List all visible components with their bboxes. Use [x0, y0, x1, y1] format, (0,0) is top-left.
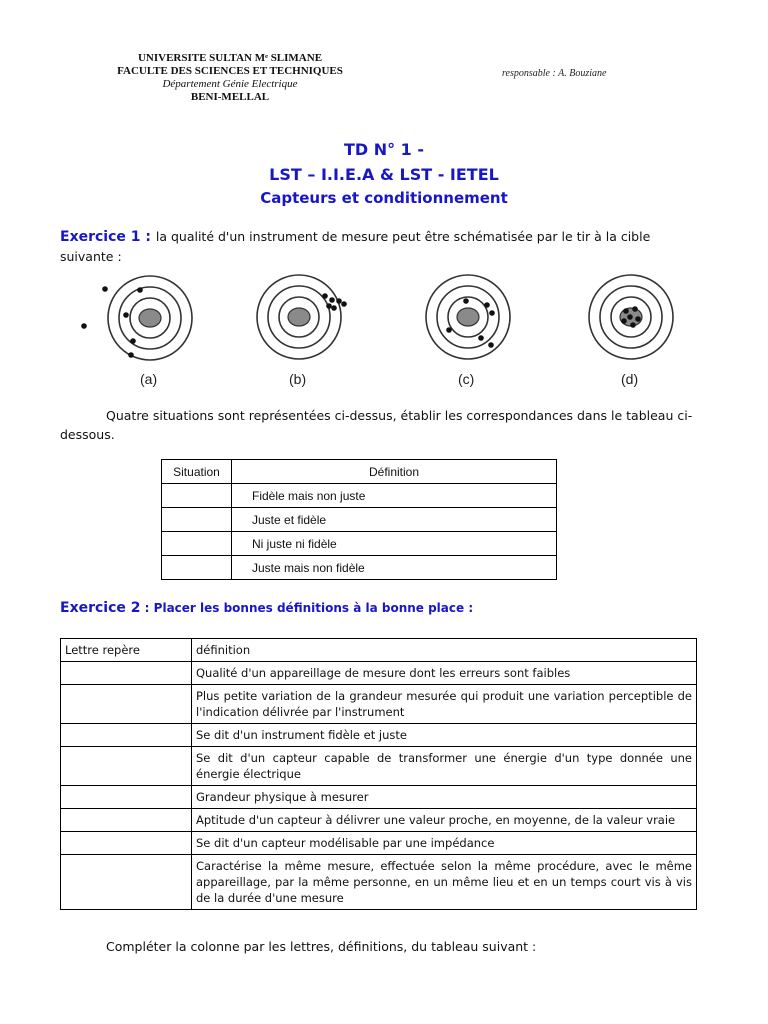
td-title: TD N° 1 -: [343, 140, 425, 159]
letter-cell[interactable]: [61, 747, 192, 786]
closing-instruction: Compléter la colonne par les lettres, définitions, du tableau suivant :: [106, 939, 537, 954]
target-a: [81, 276, 192, 360]
exercise1-statement: [60, 227, 700, 266]
definition-cell: Juste et fidèle: [232, 508, 557, 532]
exercise2-text: : Placer les bonnes définitions à la bonne place :: [140, 601, 474, 615]
table-row: [61, 724, 697, 747]
definition-cell: Plus petite variation de la grandeur mesurée qui produit une variation perceptible de l'indication délivrée par l'instrument: [192, 685, 697, 724]
definitions-table: [60, 638, 697, 910]
institution-header: [90, 52, 370, 104]
target-label-a: (a): [140, 371, 158, 387]
table-row: [61, 786, 697, 809]
department-name: Département Génie Electrique: [162, 78, 298, 90]
table-row: [61, 832, 697, 855]
table-header-row: [61, 639, 697, 662]
table-row: [61, 855, 697, 910]
letter-cell[interactable]: [61, 724, 192, 747]
target-b: [257, 275, 347, 359]
table-row: [162, 556, 557, 580]
table-header-row: [162, 460, 557, 484]
situation-cell[interactable]: [162, 508, 232, 532]
target-label-c: (c): [458, 371, 475, 387]
definition-cell: Ni juste ni fidèle: [232, 532, 557, 556]
definition-cell: Juste mais non fidèle: [232, 556, 557, 580]
header-situation: Situation: [162, 460, 232, 484]
city-name: BENI-MELLAL: [190, 91, 270, 103]
letter-cell[interactable]: [61, 809, 192, 832]
target-d: [589, 275, 673, 359]
header-definition: Définition: [232, 460, 557, 484]
university-name: UNIVERSITE SULTAN Mᵉ SLIMANE: [137, 52, 323, 64]
target-label-b: (b): [289, 371, 307, 387]
exercise2-label: Exercice 2: [60, 600, 141, 616]
course-title: Capteurs et conditionnement: [260, 189, 508, 207]
letter-cell[interactable]: [61, 832, 192, 855]
definition-cell: Grandeur physique à mesurer: [192, 786, 697, 809]
definition-cell: Se dit d'un instrument fidèle et juste: [192, 724, 697, 747]
table-row: [162, 484, 557, 508]
situation-cell[interactable]: [162, 532, 232, 556]
exercise1-instruction: Quatre situations sont représentées ci-dessus, établir les correspondances dans le tableau ci-dessous.: [60, 408, 693, 442]
exercise1-text: la qualité d'un instrument de mesure peut être schématisée par le tir à la cible suivante :: [60, 229, 651, 264]
exercise2-statement: [60, 598, 700, 618]
definition-cell: Se dit d'un capteur modélisable par une impédance: [192, 832, 697, 855]
definition-cell: Fidèle mais non juste: [232, 484, 557, 508]
table-row: [61, 662, 697, 685]
faculty-name: FACULTE DES SCIENCES ET TECHNIQUES: [117, 65, 343, 77]
target-c: [426, 275, 510, 359]
definition-cell: Se dit d'un capteur capable de transformer une énergie d'un type donnée une énergie électrique: [192, 747, 697, 786]
letter-cell[interactable]: [61, 685, 192, 724]
table-row: [61, 685, 697, 724]
program-title: LST – I.I.E.A & LST - IETEL: [269, 165, 499, 184]
table-row: [162, 508, 557, 532]
letter-cell[interactable]: [61, 786, 192, 809]
table-row: [162, 532, 557, 556]
table-row: [61, 747, 697, 786]
header-definition: définition: [192, 639, 697, 662]
target-figures: [60, 272, 700, 392]
exercise1-label: Exercice 1: [60, 229, 141, 245]
situation-cell[interactable]: [162, 556, 232, 580]
table-row: [61, 809, 697, 832]
target-label-d: (d): [621, 371, 639, 387]
header-letter: Lettre repère: [61, 639, 192, 662]
definition-cell: Qualité d'un appareillage de mesure dont les erreurs sont faibles: [192, 662, 697, 685]
letter-cell[interactable]: [61, 855, 192, 910]
situation-cell[interactable]: [162, 484, 232, 508]
responsible-label: responsable : A. Bouziane: [502, 68, 607, 79]
letter-cell[interactable]: [61, 662, 192, 685]
situation-table: [161, 459, 557, 580]
exercise1-colon: :: [140, 229, 156, 245]
definition-cell: Aptitude d'un capteur à délivrer une valeur proche, en moyenne, de la valeur vraie: [192, 809, 697, 832]
definition-cell: Caractérise la même mesure, effectuée selon la même procédure, avec le même appareillage, par la même personne, en un même lieu et en un temps court vis à vis de la durée d'une mesure: [192, 855, 697, 910]
